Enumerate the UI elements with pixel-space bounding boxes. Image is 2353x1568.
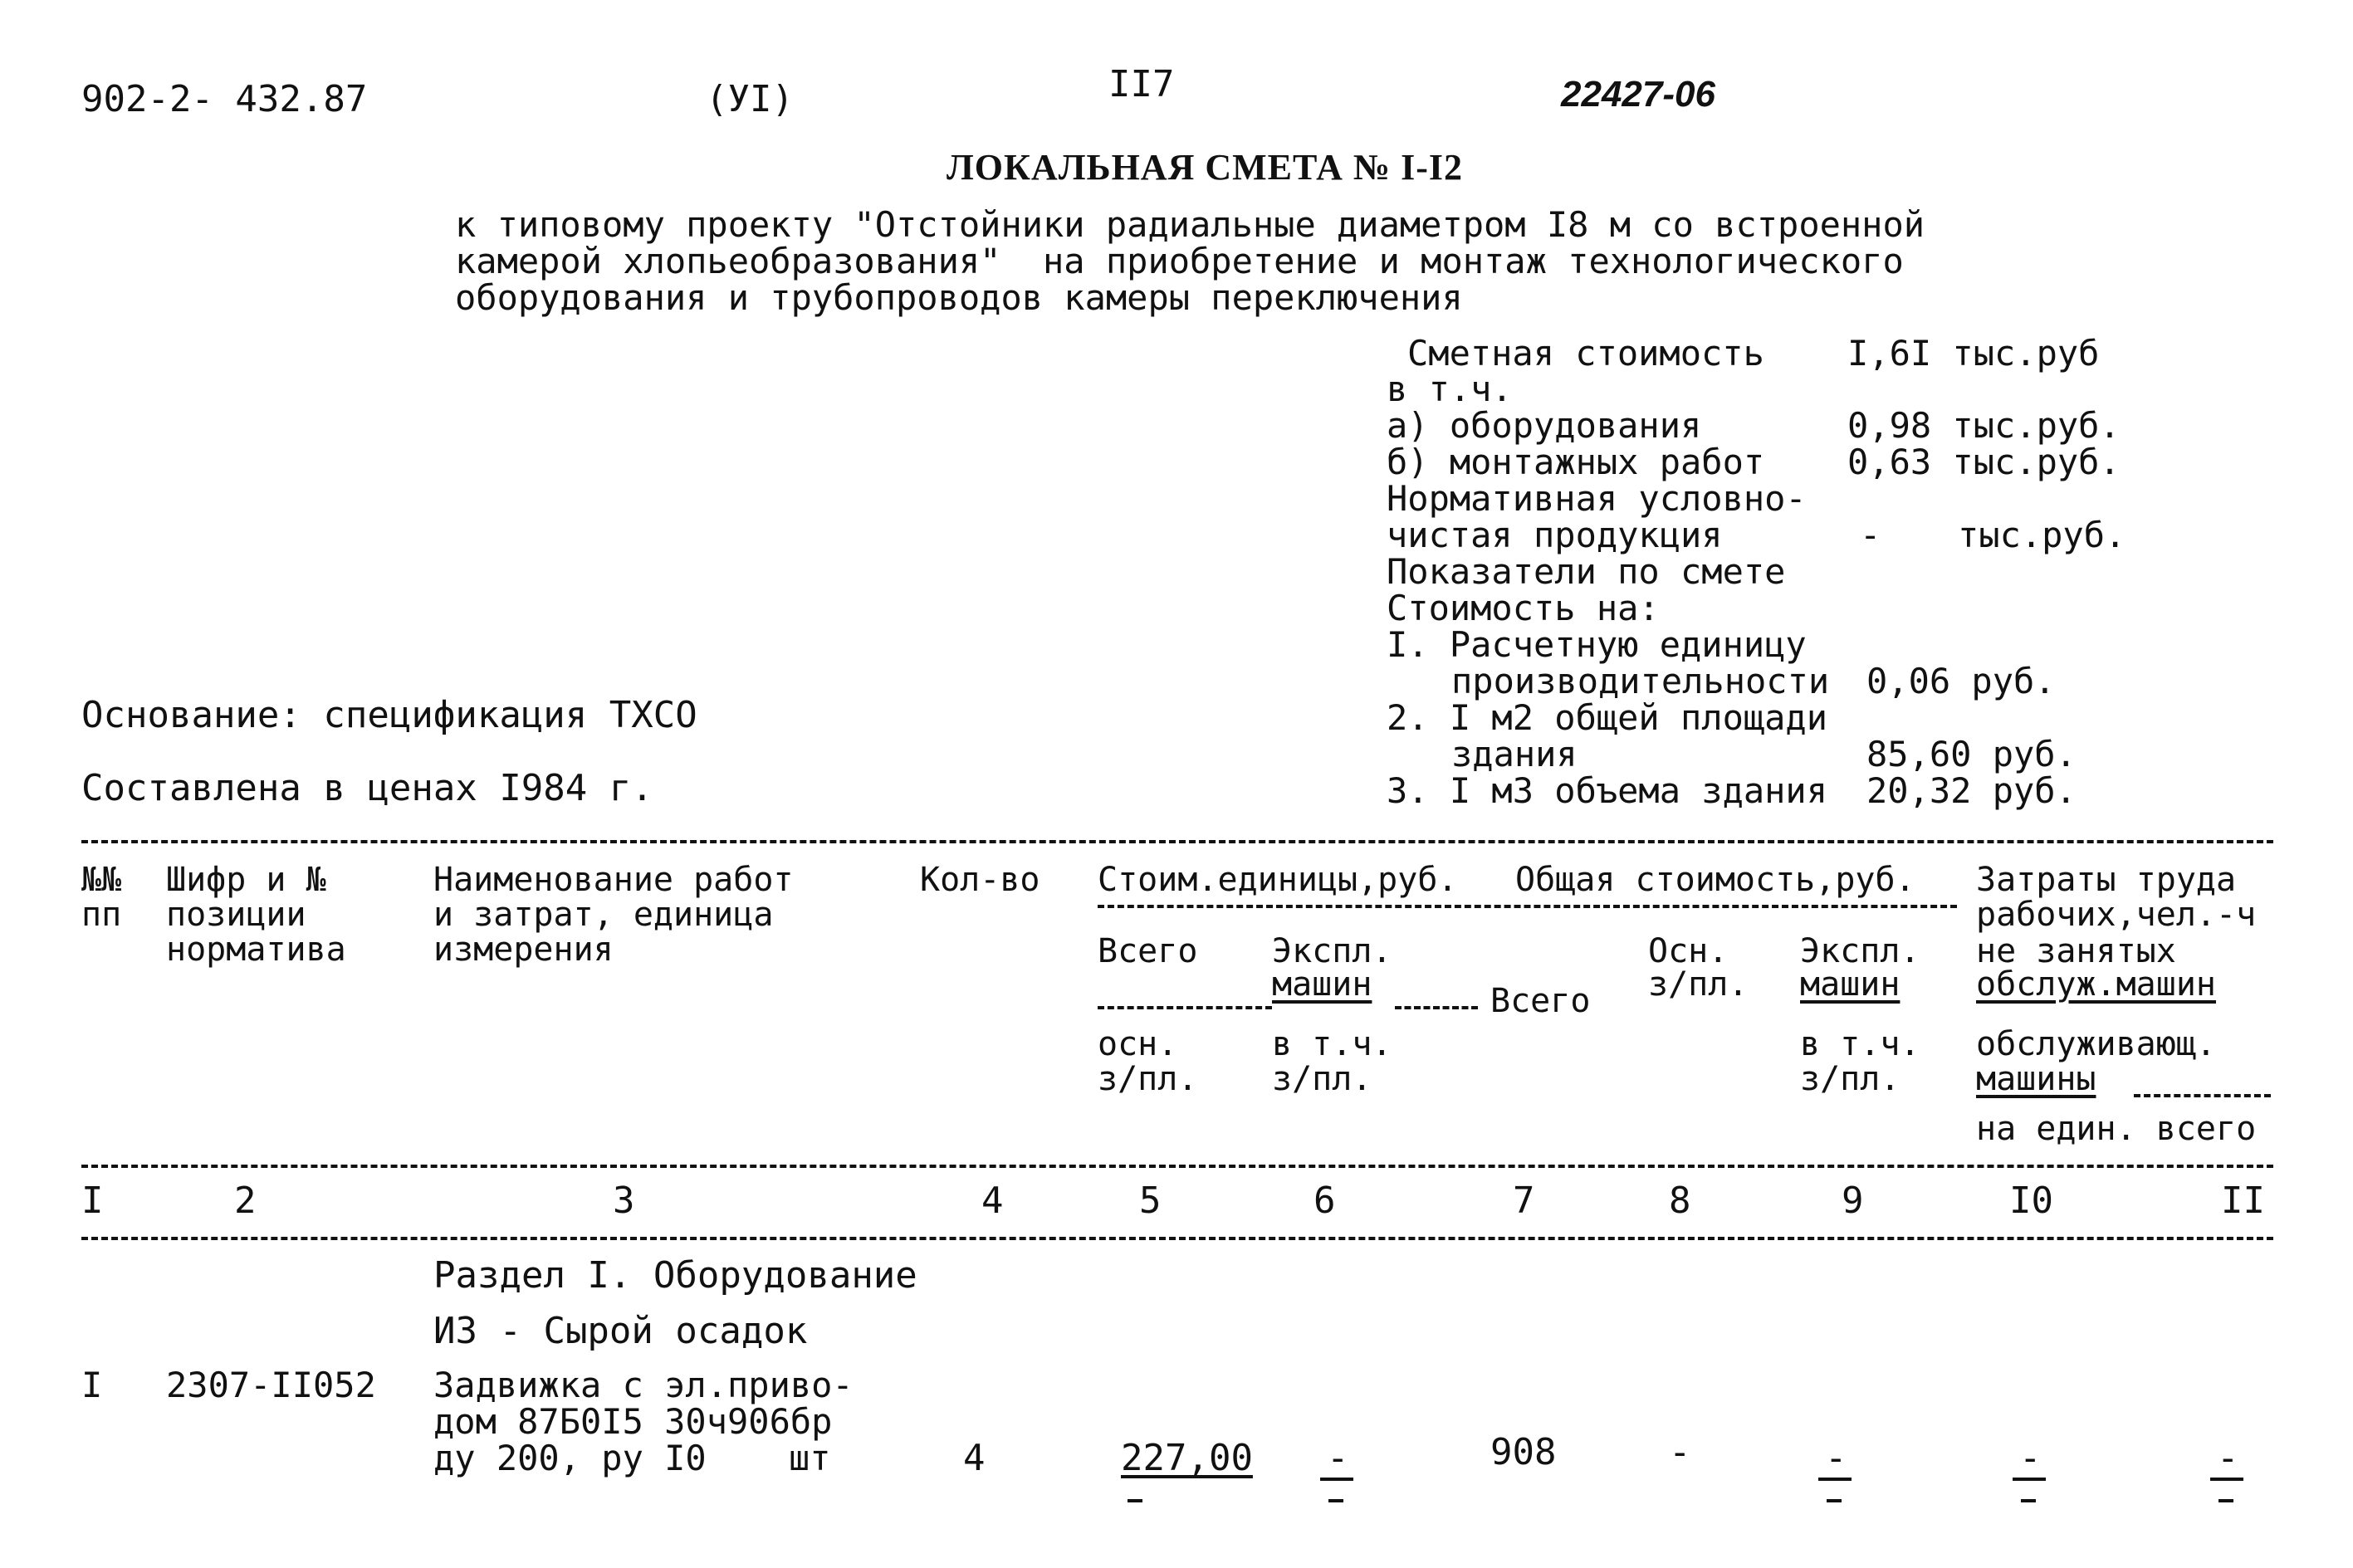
estimate-cost-value: I,6I тыс.руб: [1847, 333, 2100, 374]
row-labor-total: -: [2217, 1437, 2239, 1479]
col-number-8: 8: [1669, 1180, 1691, 1222]
row-labor-unit-dash: [2021, 1499, 2036, 1502]
row-unit-base-dash: [1128, 1499, 1142, 1502]
row-labor-total-rule: [2210, 1478, 2243, 1481]
section-heading: Раздел I. Оборудование: [433, 1254, 917, 1297]
row-name-3: ду 200, ру I0: [433, 1438, 707, 1478]
table-top-rule: [81, 840, 2273, 843]
col-number-6: 6: [1313, 1180, 1336, 1222]
row-qty: 4: [963, 1437, 986, 1479]
header-labor-d: обслуж.машин: [1976, 965, 2216, 1004]
subtitle-line-3: оборудования и трубопроводов камеры переключения: [455, 277, 1463, 318]
row-labor-unit-rule: [2013, 1478, 2046, 1481]
header-total-machines-a: Экспл.: [1800, 932, 1920, 970]
header-labor-f: машины: [1976, 1060, 2096, 1098]
installation-label: б) монтажных работ: [1387, 442, 1765, 482]
indicator-2-label: 2. I м2 общей площади: [1387, 697, 1828, 738]
indicator-2-label-cont: здания: [1451, 734, 1578, 774]
col-number-5: 5: [1139, 1180, 1162, 1222]
header-total-total: Всего: [1490, 982, 1591, 1020]
header-num-b: пп: [81, 896, 122, 934]
header-name-c: измерения: [433, 931, 614, 969]
header-total-incl-b: з/пл.: [1800, 1060, 1900, 1098]
page-number: II7: [1108, 63, 1175, 105]
header-labor-b: рабочих,чел.-ч: [1976, 896, 2257, 934]
inventory-number: 22427-06: [1561, 74, 1715, 115]
header-sub-rule-2: [1395, 1006, 1478, 1009]
header-qty: Кол-во: [920, 861, 1040, 899]
row-name-2: дом 87Б0I5 30ч906бр: [433, 1401, 833, 1442]
equipment-value: 0,98 тыс.руб.: [1847, 405, 2121, 446]
album-number: (УI): [706, 78, 794, 120]
row-machines-rule: [1818, 1478, 1852, 1481]
basis-text: Основание: спецификация ТХСО: [81, 694, 697, 736]
header-code-c: норматива: [166, 931, 346, 969]
row-labor-unit: -: [2019, 1437, 2042, 1479]
net-product-unit: тыс.руб.: [1958, 515, 2126, 555]
col-number-9: 9: [1842, 1180, 1864, 1222]
header-name-a: Наименование работ: [433, 861, 794, 899]
prices-text: Составлена в ценах I984 г.: [81, 767, 653, 809]
col-number-1: I: [81, 1180, 104, 1222]
col-number-3: 3: [613, 1180, 635, 1222]
header-unit-total: Всего: [1098, 932, 1198, 970]
header-labor-g: на един. всего: [1976, 1110, 2257, 1148]
document-code: 902-2- 432.87: [81, 78, 368, 120]
equipment-label: а) оборудования: [1387, 405, 1702, 446]
row-unit-machines-rule: [1320, 1478, 1353, 1481]
header-unit-incl-a: в т.ч.: [1272, 1025, 1392, 1063]
indicator-1-label-cont: производительности: [1451, 661, 1830, 701]
subtitle-line-2: камерой хлопьеобразования" на приобретение и монтаж технологического: [455, 241, 1904, 281]
page-title: ЛОКАЛЬНАЯ СМЕТА № I-I2: [947, 147, 1464, 188]
header-labor-rule: [2134, 1094, 2271, 1097]
header-total-base-a: Осн.: [1648, 932, 1729, 970]
row-unit-total: 227,00: [1121, 1437, 1253, 1479]
header-name-b: и затрат, единица: [433, 896, 774, 934]
col-number-10: I0: [2009, 1180, 2053, 1222]
header-code-b: позиции: [166, 896, 306, 934]
header-unit-base-a: осн.: [1098, 1025, 1178, 1063]
row-unit-incl-dash: [1328, 1499, 1343, 1502]
row-labor-total-dash: [2218, 1499, 2233, 1502]
row-num: I: [81, 1365, 103, 1405]
header-unit-machines-b: машин: [1272, 965, 1372, 1004]
header-num-a: №№: [81, 861, 122, 899]
header-unit-cost: Стоим.единицы,руб.: [1098, 861, 1458, 899]
header-total-machines-b: машин: [1800, 965, 1900, 1004]
estimate-cost-label: Сметная стоимость: [1407, 333, 1764, 374]
row-total: 908: [1490, 1431, 1557, 1473]
indicator-2-value: 85,60 руб.: [1866, 734, 2077, 774]
row-machines: -: [1825, 1437, 1847, 1479]
header-labor-c: не занятых: [1976, 932, 2176, 970]
row-code: 2307-II052: [166, 1365, 376, 1405]
header-total-base-b: з/пл.: [1648, 965, 1749, 1004]
row-machines-incl-dash: [1827, 1499, 1842, 1502]
indicator-3-value: 20,32 руб.: [1866, 770, 2077, 811]
cost-per-heading: Стоимость на:: [1387, 588, 1660, 628]
header-bottom-rule: [81, 1165, 2273, 1168]
indicator-1-value: 0,06 руб.: [1866, 661, 2056, 701]
row-base: -: [1669, 1431, 1691, 1473]
header-labor-a: Затраты труда: [1976, 861, 2237, 899]
subsection-heading: ИЗ - Сырой осадок: [433, 1310, 808, 1352]
header-sub-rule-1: [1098, 1006, 1272, 1009]
row-unit: шт: [789, 1438, 831, 1478]
header-unit-base-b: з/пл.: [1098, 1060, 1198, 1098]
net-product-label-2: чистая продукция: [1387, 515, 1723, 555]
header-total-cost: Общая стоимость,руб.: [1515, 861, 1915, 899]
col-number-4: 4: [981, 1180, 1004, 1222]
header-unit-machines-a: Экспл.: [1272, 932, 1392, 970]
column-numbers-rule: [81, 1237, 2273, 1240]
net-product-dash: -: [1860, 515, 1881, 555]
header-mid-rule: [1098, 905, 1957, 908]
indicators-heading: Показатели по смете: [1387, 551, 1786, 592]
indicator-3-label: 3. I м3 объема здания: [1387, 770, 1828, 811]
col-number-2: 2: [234, 1180, 257, 1222]
header-code-a: Шифр и №: [166, 861, 326, 899]
installation-value: 0,63 тыс.руб.: [1847, 442, 2121, 482]
including-label: в т.ч.: [1387, 369, 1513, 409]
indicator-1-label: I. Расчетную единицу: [1387, 624, 1807, 665]
header-unit-incl-b: з/пл.: [1272, 1060, 1372, 1098]
header-total-incl-a: в т.ч.: [1800, 1025, 1920, 1063]
row-name-1: Задвижка с эл.приво-: [433, 1365, 854, 1405]
header-labor-e: обслуживающ.: [1976, 1025, 2216, 1063]
col-number-7: 7: [1513, 1180, 1535, 1222]
net-product-label-1: Нормативная условно-: [1387, 478, 1807, 519]
col-number-11: II: [2221, 1180, 2265, 1222]
row-unit-machines: -: [1327, 1437, 1349, 1479]
subtitle-line-1: к типовому проекту "Отстойники радиальные диаметром I8 м со встроенной: [455, 204, 1925, 245]
